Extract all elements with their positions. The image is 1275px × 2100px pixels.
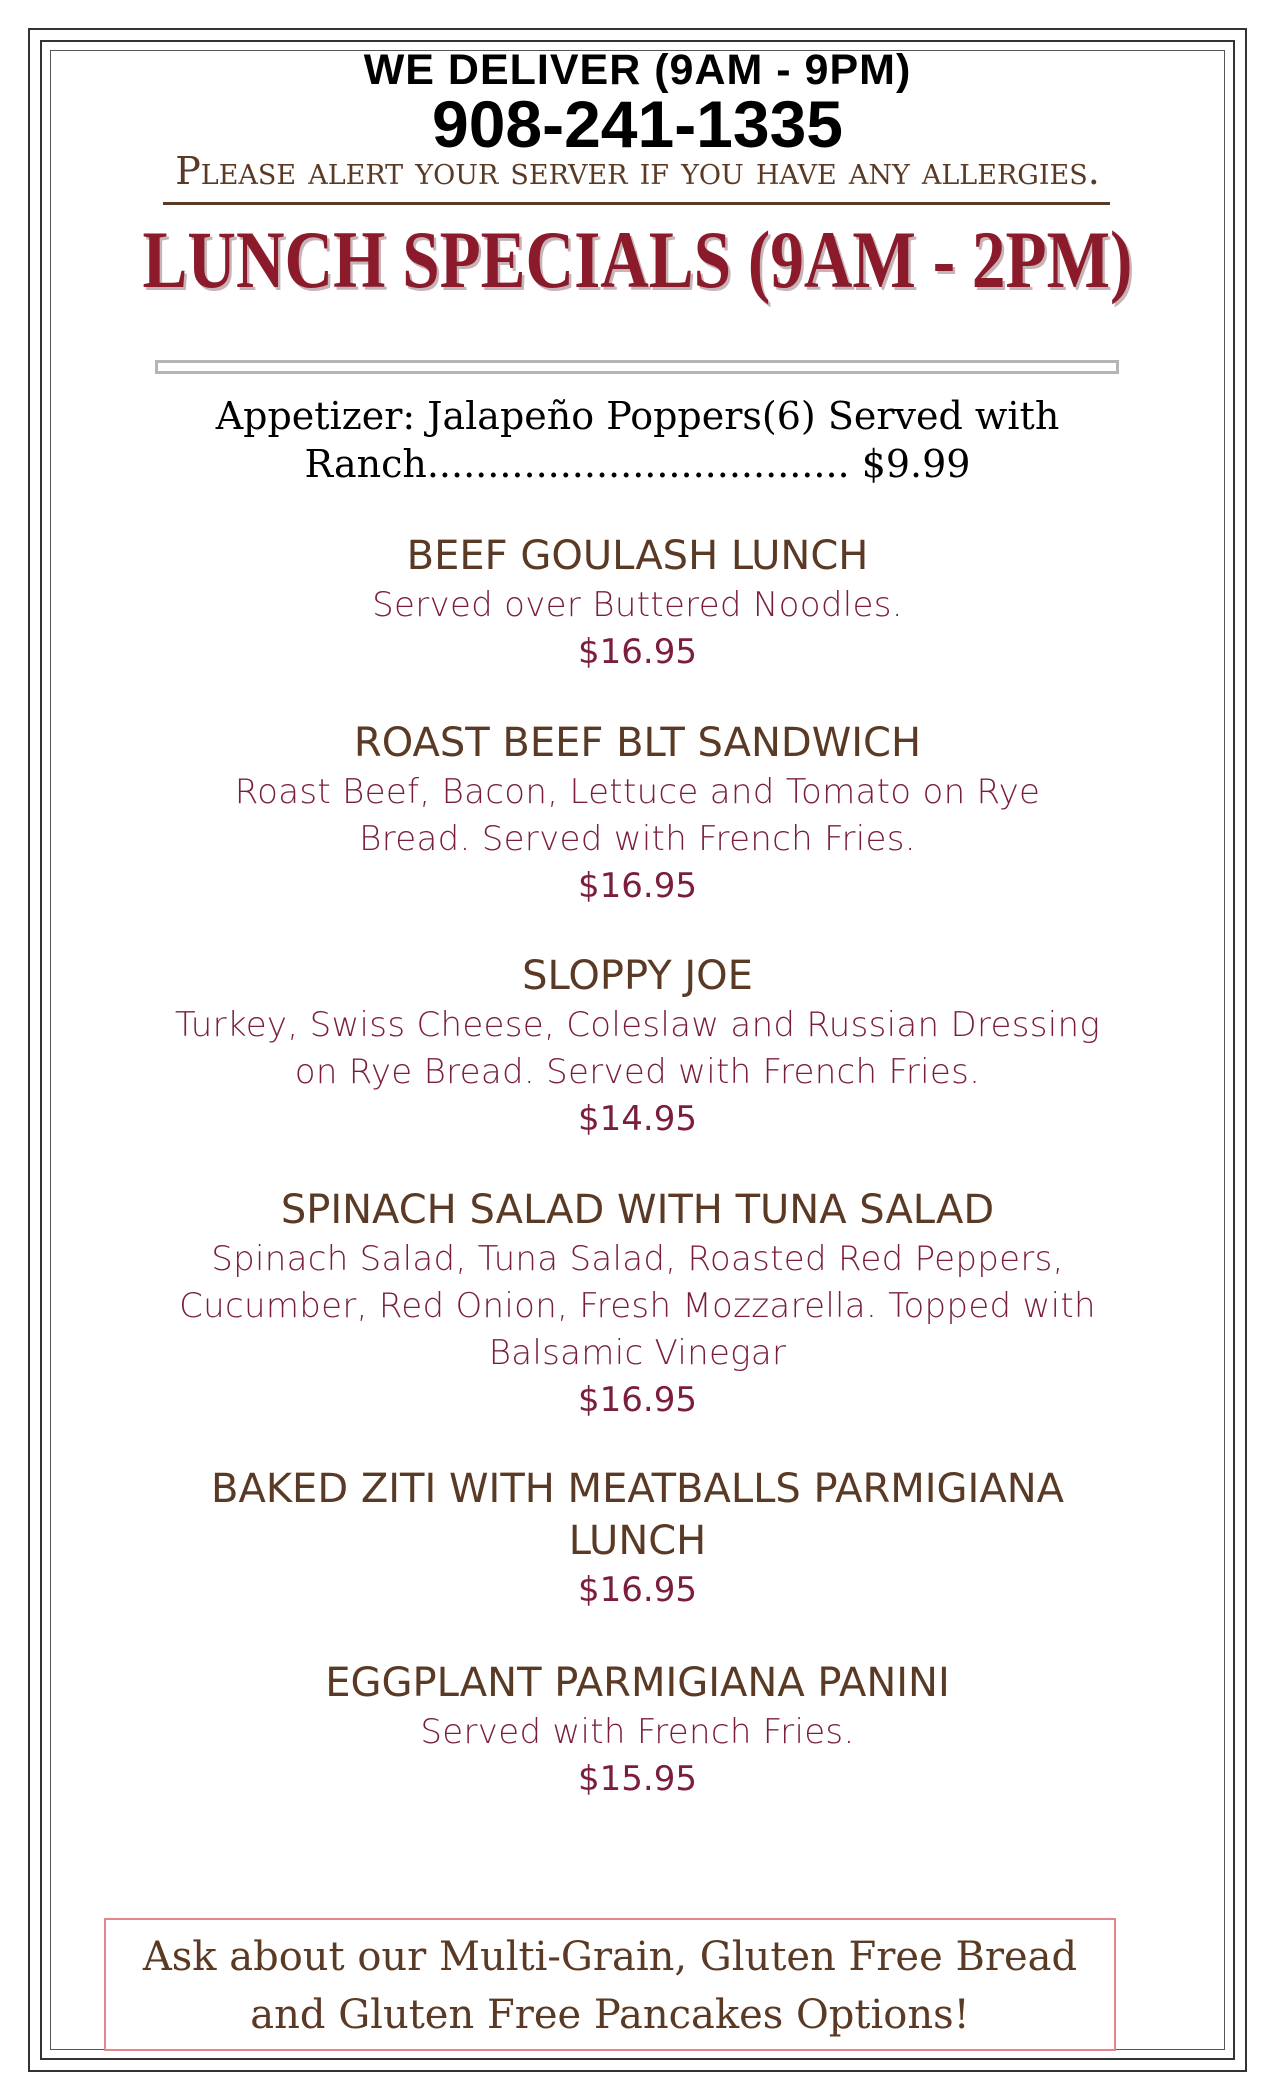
item-name: EGGPLANT PARMIGIANA PANINI	[325, 1660, 950, 1706]
phone-number: 908-241-1335	[431, 87, 844, 161]
item-name: BAKED ZITI WITH MEATBALLS PARMIGIANA LUNCH	[211, 1466, 1064, 1564]
item-name: SPINACH SALAD WITH TUNA SALAD	[280, 1187, 995, 1233]
gluten-free-note: Ask about our Multi-Grain, Gluten Free Bread and Gluten Free Pancakes Options!	[104, 1918, 1116, 2051]
item-price: $16.95	[578, 1380, 697, 1420]
item-description: Turkey, Swiss Cheese, Coleslaw and Russian Dressing on Rye Bread. Served with French Fries.	[174, 1005, 1101, 1092]
item-price: $16.95	[578, 1570, 697, 1610]
header-divider	[163, 202, 1110, 205]
item-price: $15.95	[578, 1759, 697, 1799]
menu-item-baked-ziti	[170, 1463, 1105, 1614]
item-name: ROAST BEEF BLT SANDWICH	[353, 720, 922, 766]
title-divider	[155, 360, 1119, 374]
section-title: LUNCH SPECIALS (9AM - 2PM)	[142, 214, 1133, 305]
item-description: Roast Beef, Bacon, Lettuce and Tomato on Rye Bread. Served with French Fries.	[234, 772, 1041, 859]
item-name: SLOPPY JOE	[522, 953, 753, 999]
menu-item-eggplant-panini	[150, 1657, 1125, 1803]
item-price: $16.95	[578, 632, 697, 672]
item-price: $16.95	[578, 866, 697, 906]
menu-item-sloppy-joe	[155, 950, 1120, 1143]
item-price: $14.95	[578, 1099, 697, 1139]
item-name: BEEF GOULASH LUNCH	[406, 533, 869, 579]
menu-item-spinach-salad	[175, 1184, 1100, 1424]
item-description: Served over Buttered Noodles.	[372, 585, 903, 625]
menu-item-roast-beef-blt	[195, 717, 1080, 910]
menu-item-beef-goulash	[150, 530, 1125, 676]
item-description: Served with French Fries.	[420, 1712, 855, 1752]
delivery-hours: WE DELIVER (9AM - 9PM)	[363, 46, 912, 94]
appetizer-line: Appetizer: Jalapeño Poppers(6) Served with Ranch................................... $9.99	[215, 394, 1060, 486]
allergy-notice: Please alert your server if you have any allergies.	[175, 149, 1100, 193]
item-description: Spinach Salad, Tuna Salad, Roasted Red Peppers, Cucumber, Red Onion, Fresh Mozzarella. Topped with Balsamic Vinegar	[179, 1239, 1096, 1373]
